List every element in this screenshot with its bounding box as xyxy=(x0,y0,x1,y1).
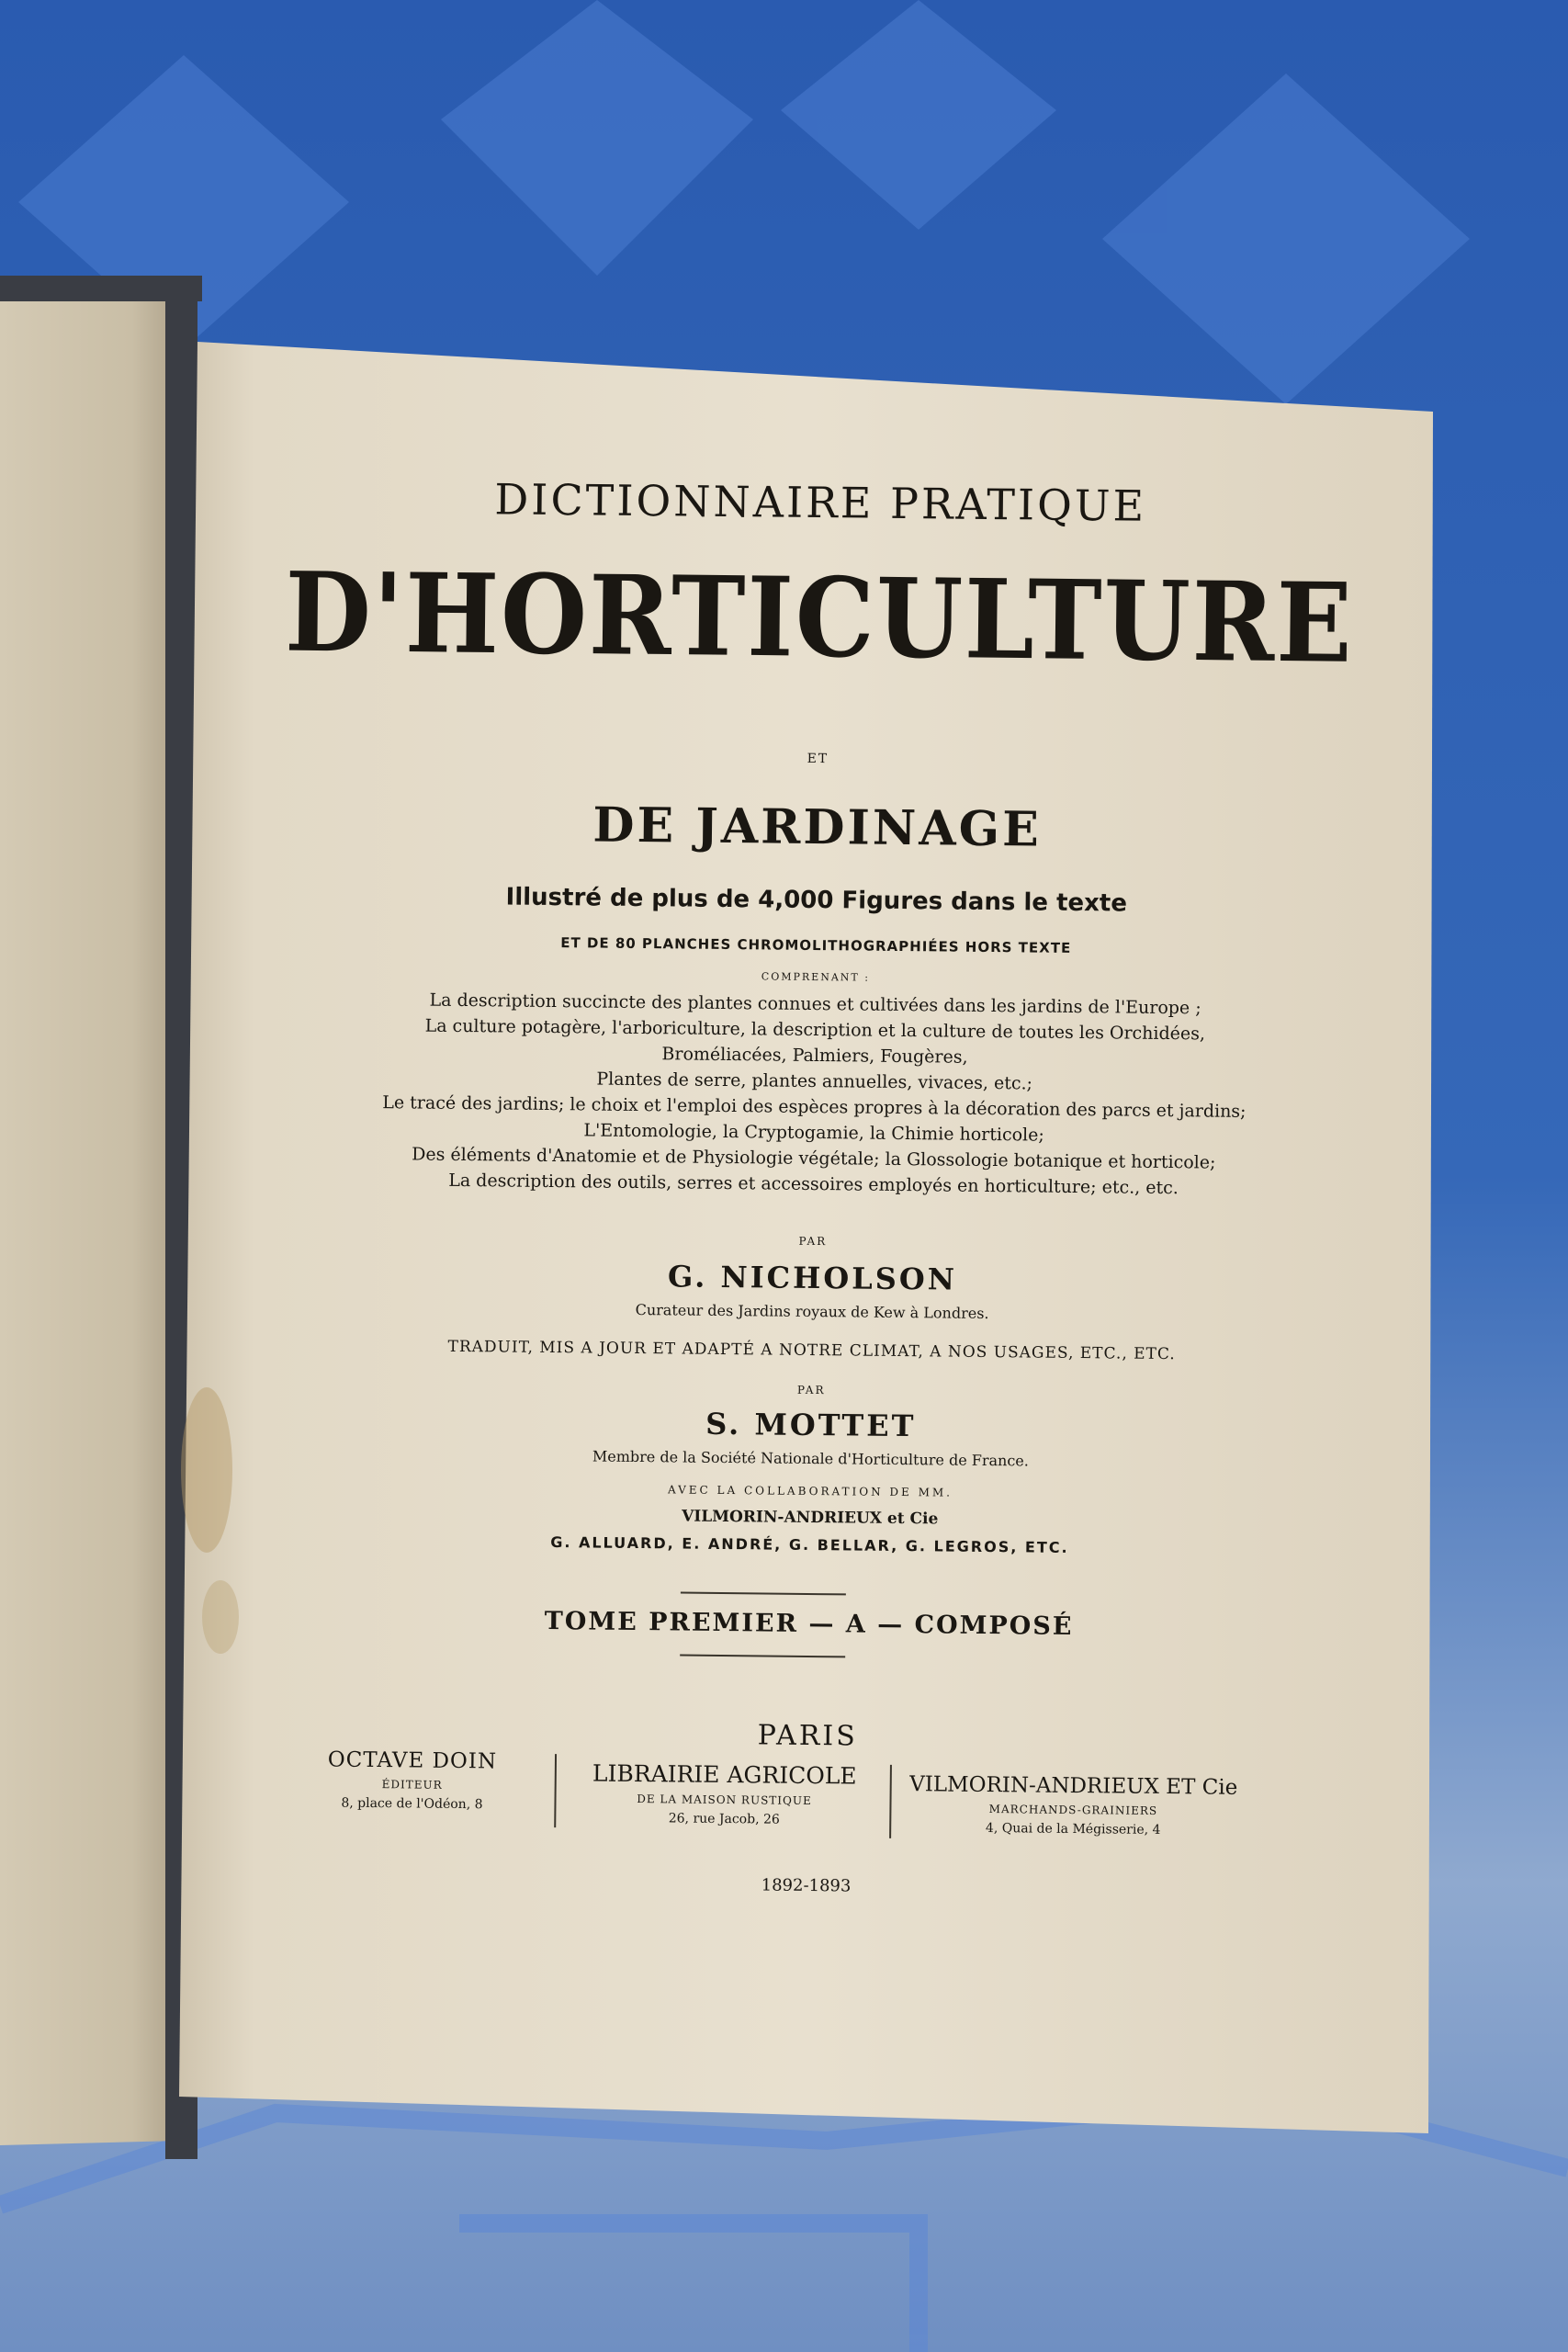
plates-line: ET DE 80 PLANCHES CHROMOLITHOGRAPHIÉES HORS TEXTE xyxy=(560,934,1072,956)
volume-line: TOME PREMIER — A — COMPOSÉ xyxy=(544,1606,1074,1641)
contents-line: L'Entomologie, la Cryptogamie, la Chimie horticole; xyxy=(583,1120,1044,1146)
collaborators-line-1: VILMORIN-ANDRIEUX et Cie xyxy=(682,1507,939,1529)
translator-title: Membre de la Société Nationale d'Horticulture de France. xyxy=(592,1447,1030,1470)
contents-line: La culture potagère, l'arboriculture, la description et la culture de toutes les Orchidées, xyxy=(424,1015,1206,1045)
divider-top xyxy=(681,1592,846,1596)
title-line-2: D'HORTICULTURE xyxy=(284,548,1355,688)
comprising-label: COMPRENANT : xyxy=(761,970,871,984)
contents-line: Des éléments d'Anatomie et de Physiologie végétale; la Glossologie botanique et horticole; xyxy=(412,1144,1216,1173)
publisher-address: 8, place de l'Odéon, 8 xyxy=(341,1795,483,1813)
publisher-address: 26, rue Jacob, 26 xyxy=(668,1811,780,1827)
contents-line: Broméliacées, Palmiers, Fougères, xyxy=(661,1044,968,1068)
column-divider xyxy=(554,1754,557,1827)
publisher-role: ÉDITEUR xyxy=(381,1778,443,1792)
par-label: PAR xyxy=(798,1234,828,1249)
contents-line: Le tracé des jardins; le choix et l'emploi des espèces propres à la décoration des parcs et jardins; xyxy=(382,1092,1247,1122)
left-page xyxy=(0,276,188,2145)
title-page xyxy=(188,335,1438,2131)
divider-bottom xyxy=(680,1655,845,1658)
contents-line: La description succincte des plantes connues et cultivées dans les jardins de l'Europe ; xyxy=(429,989,1201,1019)
publisher-role: DE LA MAISON RUSTIQUE xyxy=(637,1792,812,1808)
publisher-right xyxy=(898,1772,1248,1838)
contents-line: Plantes de serre, plantes annuelles, vivaces, etc.; xyxy=(596,1069,1033,1094)
translation-note: TRADUIT, MIS A JOUR ET ADAPTÉ A NOTRE CLIMAT, A NOS USAGES, ETC., ETC. xyxy=(447,1337,1176,1364)
city: PARIS xyxy=(757,1719,858,1753)
collaborators-line-2: G. ALLUARD, E. ANDRÉ, G. BELLAR, G. LEGROS, ETC. xyxy=(550,1533,1069,1556)
author-name: G. NICHOLSON xyxy=(667,1259,958,1297)
author-title: Curateur des Jardins royaux de Kew à Londres. xyxy=(635,1300,989,1323)
publisher-name: LIBRAIRIE AGRICOLE xyxy=(592,1759,857,1790)
publisher-center xyxy=(568,1759,881,1828)
publisher-name: OCTAVE DOIN xyxy=(327,1747,498,1774)
translator-name: S. MOTTET xyxy=(705,1406,917,1444)
par-label: PAR xyxy=(796,1383,826,1397)
publication-years: 1892-1893 xyxy=(761,1875,852,1896)
publisher-role: MARCHANDS-GRAINIERS xyxy=(988,1803,1158,1817)
illustrated-line: Illustré de plus de 4,000 Figures dans le texte xyxy=(505,883,1128,918)
collaboration-label: AVEC LA COLLABORATION DE MM. xyxy=(668,1483,953,1499)
title-line-3: DE JARDINAGE xyxy=(592,797,1043,858)
publisher-address: 4, Quai de la Mégisserie, 4 xyxy=(985,1821,1161,1838)
publisher-left xyxy=(265,1747,559,1813)
publisher-name: VILMORIN-ANDRIEUX ET Cie xyxy=(909,1772,1238,1800)
title-line-1: DICTIONNAIRE PRATIQUE xyxy=(494,474,1147,531)
column-divider xyxy=(889,1765,892,1838)
title-conjunction: ET xyxy=(807,751,829,767)
contents-line: La description des outils, serres et accessoires employés en horticulture; etc., etc. xyxy=(448,1170,1179,1199)
